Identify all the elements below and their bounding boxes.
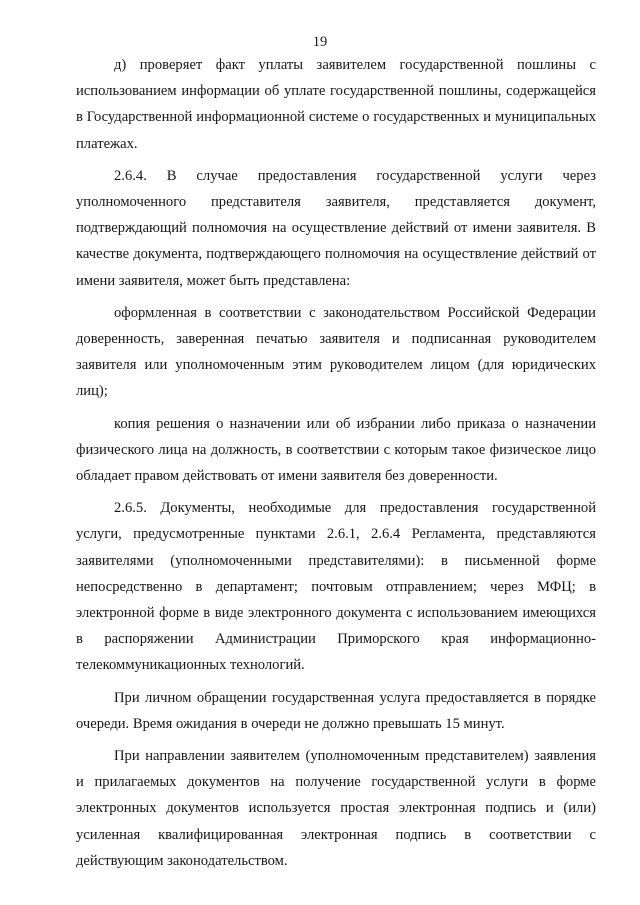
paragraph-power-of-attorney: оформленная в соответствии с законодательством Российской Федерации доверенность, заверенная печатью заявителя и подписанная руководителем заявителя или уполномоченным этим руководителем лицом (для юридических лиц); — [76, 304, 596, 400]
paragraph-queue: При личном обращении государственная услуга предоставляется в порядке очереди. Время ожидания в очереди не должно превышать 15 минут. — [76, 689, 596, 732]
paragraph-electronic-signature: При направлении заявителем (уполномоченным представителем) заявления и прилагаемых документов на получение государственной услуги в форме электронных документов используется простая электронная подпись и (или) усиленная квалифицированная электронная подпись в соответствии с действующим законодательством. — [76, 748, 596, 869]
paragraph-fee-verification: д) проверяет факт уплаты заявителем государственной пошлины с использованием информации об уплате государственной пошлины, содержащейся в Государственной информационной системе о государственных и муниципальных платежах. — [76, 57, 596, 152]
paragraph-appointment-decision: копия решения о назначении или об избрании либо приказа о назначении физического лица на должность, в соответствии с которым такое физическое лицо обладает правом действовать от имени заявителя без доверенности. — [76, 415, 596, 485]
page-number: 19 — [312, 34, 328, 50]
document-body — [76, 52, 596, 874]
paragraph-2-6-5: 2.6.5. Документы, необходимые для предоставления государственной услуги, предусмотренные пунктами 2.6.1, 2.6.4 Регламента, представляются заявителями (уполномоченными представителями): в письменной форме непосредственно в департамент; почтовым отправлением; через МФЦ; в электронной форме в виде электронного документа с использованием имеющихся в распоряжении Администрации Приморского края информационно-телекоммуникационных технологий. — [76, 500, 596, 674]
paragraph-2-6-4: 2.6.4. В случае предоставления государственной услуги через уполномоченного представителя заявителя, представляется документ, подтверждающий полномочия на осуществление действий от имени заявителя. В качестве документа, подтверждающего полномочия на осуществление действий от имени заявителя, может быть представлена: — [76, 167, 596, 289]
